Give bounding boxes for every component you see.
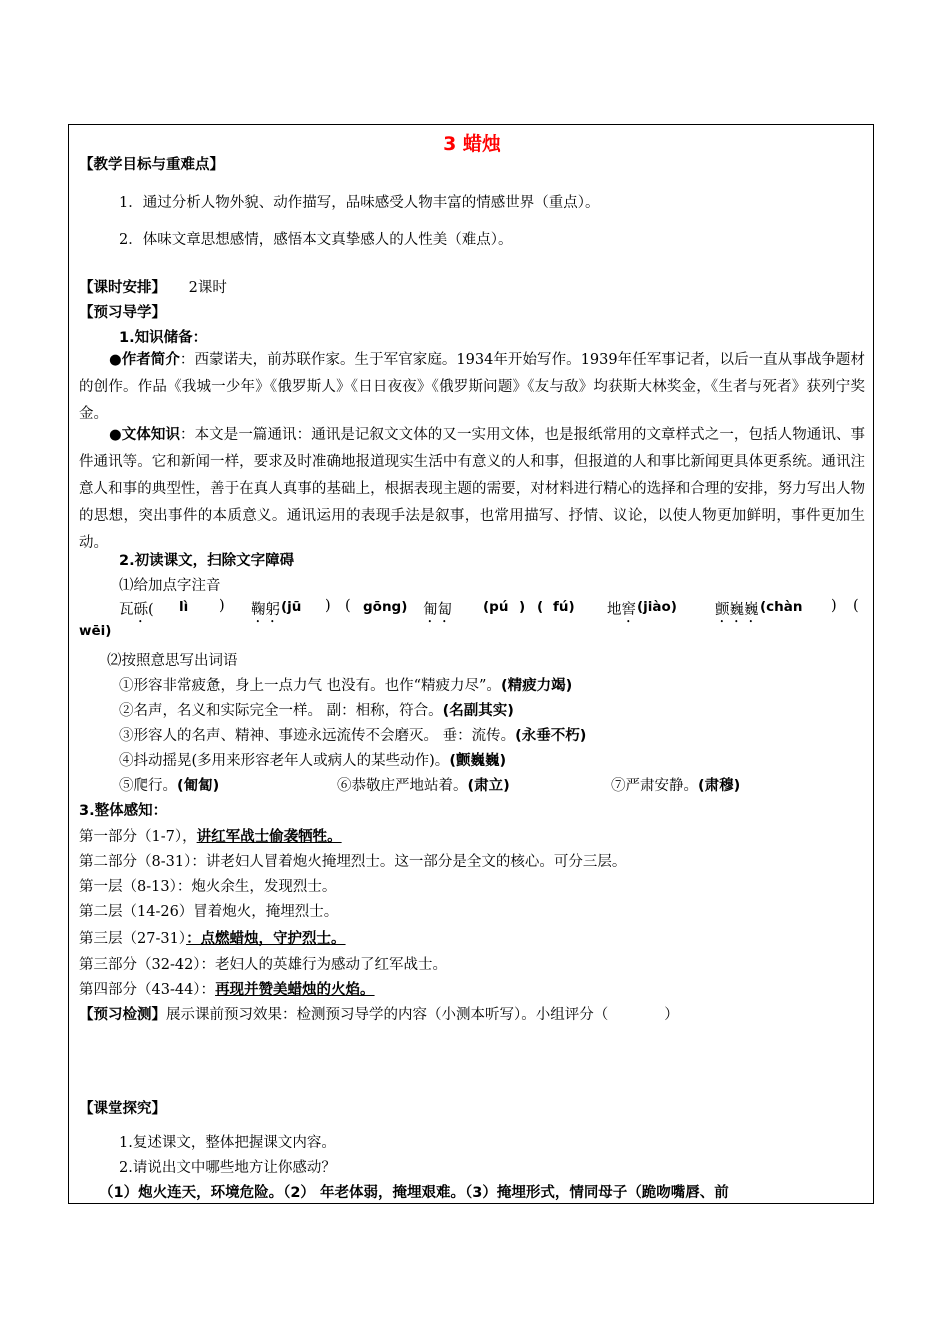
knowledge-heading: 1.知识储备： xyxy=(119,330,208,346)
preview-heading: 【预习导学】 xyxy=(79,305,166,321)
pinyin-2: (jū xyxy=(281,599,302,615)
goal-item-2: 2．体味文章思想感情，感悟本文真挚感人的人性美（难点）。 xyxy=(119,232,513,248)
genre-text: ：本文是一篇通讯：通讯是记叙文文体的又一实用文体，也是报纸常用的文章样式之一，包括人物通讯、事件通讯等。它和新闻一样，要求及时准确地报道现实生活中有意义的人和事，但报道的人和事比新闻更具体更系统。通讯注意人和事的典型性，善于在真人真事的基础上，根据表现主题的需要，对材料进行精心的选择和合理的安排，努力写出人物的思想，突出事件的本质意义。通讯运用的表现手法是叙事，也常用描写、抒情、议论，以使人物更加鲜明，事件更加生动。 xyxy=(79,427,865,551)
author-intro xyxy=(79,347,865,428)
paren-open-8: ( xyxy=(853,598,859,614)
word-3: 匍匐 xyxy=(423,602,452,618)
word-4: 地窖 xyxy=(607,602,636,618)
explore-question-1: 1.复述课文，整体把握课文内容。 xyxy=(119,1135,336,1151)
genre-knowledge xyxy=(79,422,865,557)
pinyin-1: lì xyxy=(179,599,189,615)
overview-part-1: 第一部分（1-7），讲红军战士偷袭牺牲。 xyxy=(79,829,342,845)
overview-layer-3: 第三层（27-31）：点燃蜡烛，守护烈士。 xyxy=(79,931,346,947)
overview-layer-1: 第一层（8-13）：炮火余生，发现烈士。 xyxy=(79,879,337,895)
explore-heading: 【课堂探究】 xyxy=(79,1101,166,1117)
paren-close-4: ) xyxy=(519,599,526,615)
page-title: 3 蜡烛 xyxy=(443,133,501,155)
reading-heading: 2.初读课文，扫除文字障碍 xyxy=(119,553,295,569)
word-def-1: ①形容非常疲惫，身上一点力气 也没有。也作“精疲力尽”。(精疲力竭) xyxy=(119,678,573,694)
author-text: ：西蒙诺夫，前苏联作家。生于军官家庭。1934年开始写作。1939年任军事记者，以后一直从事战争题材的创作。作品《我城一少年》《俄罗斯人》《日日夜夜》《俄罗斯问题》《友与敌》均获斯大林奖金，《生者与死者》获列宁奖金。 xyxy=(79,352,865,422)
overview-layer-2: 第二层（14-26）冒着炮火，掩埋烈士。 xyxy=(79,904,339,920)
paren-open-3: ( xyxy=(345,598,351,614)
word-def-3: ③形容人的名声、精神、事迹永远流传不会磨灭。 垂：流传。(永垂不朽) xyxy=(119,728,587,744)
schedule-line xyxy=(79,276,227,297)
pinyin-8: wēi) xyxy=(79,623,112,639)
word-5: 颤巍巍 xyxy=(715,602,759,618)
schedule-heading: 【课时安排】 xyxy=(79,280,166,296)
author-label: ●作者简介 xyxy=(109,352,180,368)
overview-part-3: 第三部分（32-42）：老妇人的英雄行为感动了红军战士。 xyxy=(79,957,448,973)
preview-check: 【预习检测】展示课前预习效果：检测预习导学的内容（小测本听写）。小组评分（ ） xyxy=(79,1007,679,1023)
paren-close-2: ) xyxy=(325,598,331,614)
explore-question-2: 2.请说出文中哪些地方让你感动？ xyxy=(119,1160,336,1176)
pinyin-heading: ⑴给加点字注音 xyxy=(119,578,221,594)
overview-part-4: 第四部分（43-44）：再现并赞美蜡烛的火焰。 xyxy=(79,982,375,998)
pinyin-5: fú) xyxy=(553,599,575,615)
word-def-4: ④抖动摇晃(多用来形容老年人或病人的某些动作)。(颤巍巍) xyxy=(119,753,507,769)
pinyin-6: (jiào) xyxy=(637,599,677,615)
check-heading: 【预习检测】 xyxy=(79,1007,166,1023)
schedule-value: 2课时 xyxy=(188,280,227,296)
pinyin-4: (pú xyxy=(483,599,509,615)
explore-answer: （1）炮火连天，环境危险。（2） 年老体弱，掩埋艰难。（3）掩埋形式，情同母子（跪吻嘴唇、前 xyxy=(99,1185,729,1201)
word-1: 瓦砾( xyxy=(119,602,154,618)
word-def-5: ⑤爬行。(匍匐) xyxy=(119,778,220,794)
word-2: 鞠躬 xyxy=(251,602,280,618)
pinyin-3: gōng) xyxy=(363,599,408,615)
page-frame xyxy=(68,124,874,1204)
word-def-2: ②名声，名义和实际完全一样。 副：相称，符合。(名副其实) xyxy=(119,703,514,719)
paren-close-1: ) xyxy=(219,598,225,614)
paren-open-5: ( xyxy=(537,599,544,615)
overview-part-2: 第二部分（8-31）：讲老妇人冒着炮火掩埋烈士。这一部分是全文的核心。可分三层。 xyxy=(79,854,627,870)
goal-item-1: 1．通过分析人物外貌、动作描写，品味感受人物丰富的情感世界（重点）。 xyxy=(119,195,600,211)
paren-close-7: ) xyxy=(831,598,837,614)
word-def-6: ⑥恭敬庄严地站着。(肃立) xyxy=(337,778,510,794)
check-text: 展示课前预习效果：检测预习导学的内容（小测本听写）。小组评分（ xyxy=(166,1007,609,1023)
pinyin-7: (chàn xyxy=(760,599,803,615)
word-def-7: ⑦严肃安静。(肃穆) xyxy=(611,778,741,794)
goals-heading: 【教学目标与重难点】 xyxy=(79,157,224,173)
words-heading: ⑵按照意思写出词语 xyxy=(107,653,238,669)
genre-label: ●文体知识 xyxy=(109,427,181,443)
overview-heading: 3.整体感知： xyxy=(79,803,168,819)
